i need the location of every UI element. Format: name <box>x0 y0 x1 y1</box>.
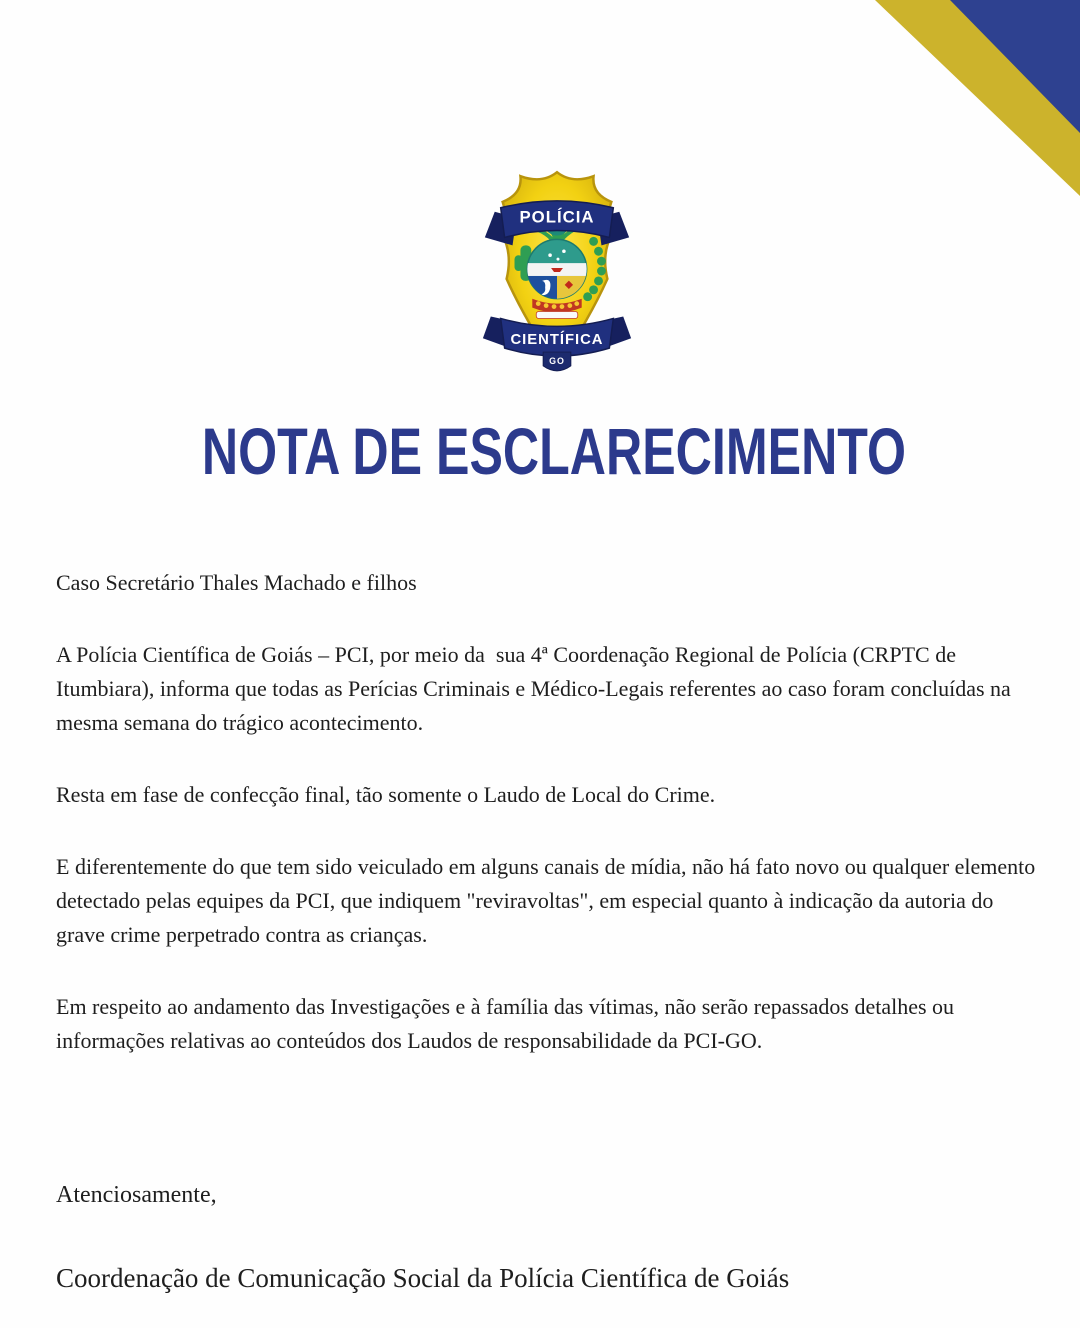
corner-ribbon-icon <box>870 0 1080 200</box>
police-badge-logo <box>473 158 641 388</box>
badge-state-tab-text: GO <box>549 355 565 366</box>
page-title: NOTA DE ESCLARECIMENTO <box>201 414 907 488</box>
signature-text: Coordenação de Comunicação Social da Polícia Científica de Goiás <box>56 1263 790 1293</box>
paragraph-laudo: Resta em fase de confecção final, tão somente o Laudo de Local do Crime. <box>56 782 716 807</box>
badge-bottom-banner-text: CIENTÍFICA <box>510 332 604 349</box>
paragraph-case: Caso Secretário Thales Machado e filhos <box>56 570 417 595</box>
badge-state-tab <box>543 352 571 371</box>
closing-text: Atenciosamente, <box>56 1182 217 1208</box>
police-badge-icon <box>473 158 641 388</box>
paragraph-intro: A Polícia Científica de Goiás – PCI, por meio da sua 4ª Coordenação Regional de Polícia (CRPTC de Itumbiara), informa que todas as Perícias Criminais e Médico-Legais referentes ao caso foram concluídas na mesma semana do trágico acontecimento. <box>56 642 1017 735</box>
paragraph-respeito: Em respeito ao andamento das Investigações e à família das vítimas, não serão repassados detalhes ou informações relativas ao conteúdos dos Laudos de responsabilidade da PCI-GO. <box>56 994 960 1053</box>
paragraph-midia: E diferentemente do que tem sido veiculado em alguns canais de mídia, não há fato novo ou qualquer elemento detectado pelas equipes da PCI, que indiquem "reviravoltas", em especial quanto à indicação da autoria do grave crime perpetrado contra as crianças. <box>56 854 1041 947</box>
badge-top-banner-text: POLÍCIA <box>519 207 595 227</box>
note-body <box>56 566 1042 1328</box>
